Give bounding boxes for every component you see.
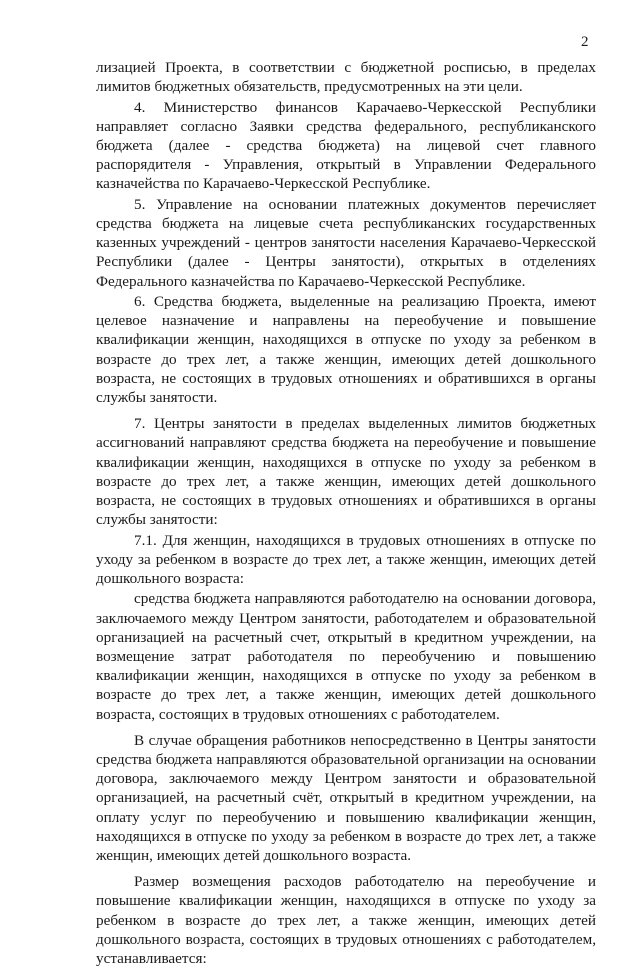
paragraph-direct-application: В случае обращения работников непосредственно в Центры занятости средства бюджета направляются образовательной организации на основании договора, заключаемого между Центром занятости и образовательной организацией, на расчетный счёт, открытый в кредитном учреждении, на оплату услуг по переобучению и повышению квалификации женщин, находящихся в отпуске по уходу за ребенком в возрасте до трех лет, а также женщин, имеющих детей дошкольного возраста.	[96, 731, 596, 865]
paragraph-item-7: 7. Центры занятости в пределах выделенных лимитов бюджетных ассигнований направляют средства бюджета на переобучение и повышение квалификации женщин, находящихся в отпуске по уходу за ребенком в возрасте до трех лет, а также женщин, имеющих детей дошкольного возраста, не состоящих в трудовых отношениях и обратившихся в органы службы занятости:	[96, 415, 596, 529]
paragraph-item-7-1: 7.1. Для женщин, находящихся в трудовых отношениях в отпуске по уходу за ребенком в возрасте до трех лет, а также женщин, имеющих детей дошкольного возраста:	[96, 531, 596, 588]
paragraph-item-4: 4. Министерство финансов Карачаево-Черкесской Республики направляет согласно Заявки средства федерального, республиканского бюджета (далее - средства бюджета) на лицевой счет главного распорядителя - Управления, открытый в Управлении Федерального казначейства по Карачаево-Черкесской Республике.	[96, 98, 596, 193]
paragraph-reimbursement-amount: Размер возмещения расходов работодателю на переобучение и повышение квалификации женщин, находящихся в отпуске по уходу за ребенком в возрасте до трех лет, а также женщин, имеющих детей дошкольного возраста, состоящих в трудовых отношениях с работодателем, устанавливается:	[96, 873, 596, 968]
page-number: 2	[581, 34, 589, 50]
paragraph-continuation: лизацией Проекта, в соответствии с бюджетной росписью, в пределах лимитов бюджетных обязательств, предусмотренных на эти цели.	[96, 59, 596, 96]
paragraph-item-5: 5. Управление на основании платежных документов перечисляет средства бюджета на лицевые счета республиканских государственных казенных учреждений - центров занятости населения Карачаево-Черкесской Республики (далее - Центры занятости), открытых в отделениях Федерального казначейства по Карачаево-Черкесской Республике.	[96, 195, 596, 290]
paragraph-item-6: 6. Средства бюджета, выделенные на реализацию Проекта, имеют целевое назначение и направлены на переобучение и повышение квалификации женщин, находящихся в отпуске по уходу за ребенком в возрасте до трех лет, а также женщин, имеющих детей дошкольного возраста, не состоящих в трудовых отношениях и обратившихся в органы службы занятости.	[96, 293, 596, 407]
paragraph-employer-funding: средства бюджета направляются работодателю на основании договора, заключаемого между Центром занятости, работодателем и образовательной организацией на расчетный счет, открытый в кредитном учреждении, на возмещение затрат работодателя по переобучению и повышению квалификации женщин, находящихся в отпуске по уходу за ребенком в возрасте до трех лет, а также женщин, имеющих детей дошкольного возраста, состоящих в трудовых отношениях с работодателем.	[96, 590, 596, 723]
document-body	[96, 58, 596, 969]
